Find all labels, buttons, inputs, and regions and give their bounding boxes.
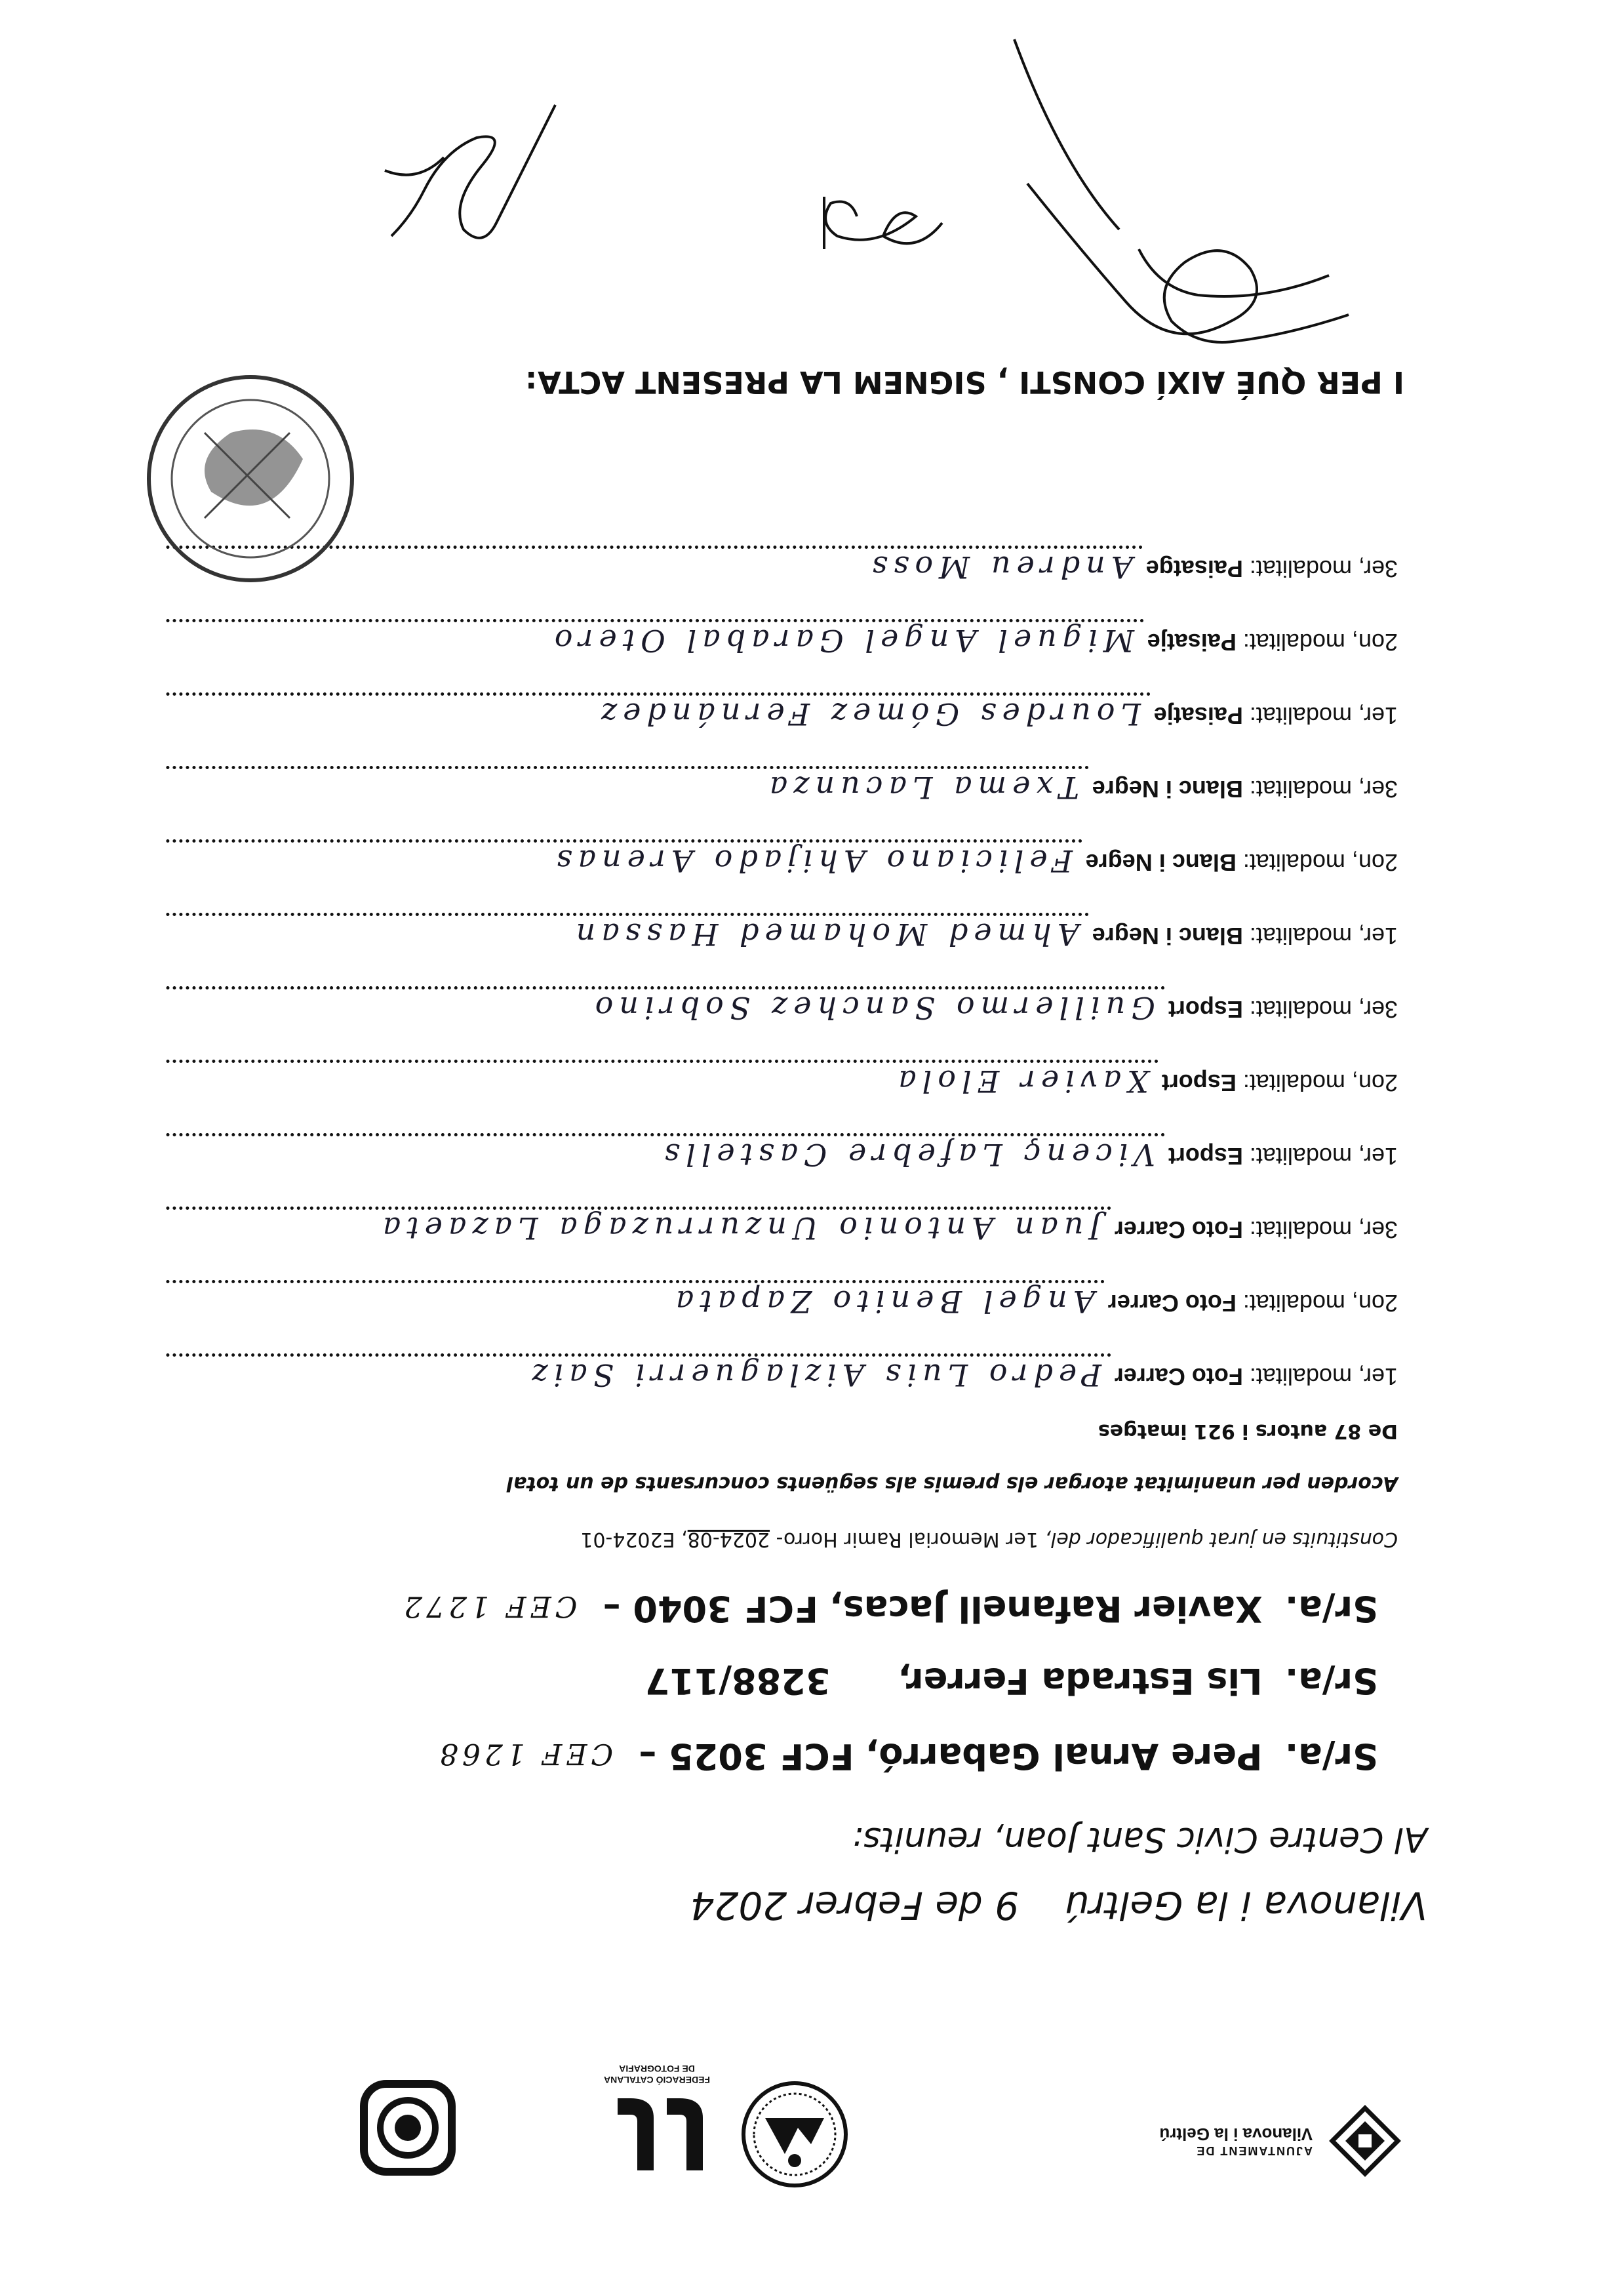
award-row xyxy=(165,1117,1398,1170)
award-place: 3er, modalitat: xyxy=(1249,776,1398,803)
signature-lis-estrada-ferrer xyxy=(798,190,955,262)
award-place: 2on, modalitat: xyxy=(1242,849,1398,876)
ajuntament-line1: AJUNTAMENT DE xyxy=(1195,2144,1313,2157)
award-category: Esport xyxy=(1161,1069,1237,1096)
award-category: Blanc i Negre xyxy=(1092,776,1243,803)
jury-prefix: Sr/a. xyxy=(1284,1588,1378,1629)
award-dotted-line xyxy=(165,1060,1158,1063)
award-category: Foto Carrer xyxy=(1114,1216,1243,1243)
award-dotted-line xyxy=(165,1353,1111,1357)
agreement-line: Acorden per unanimitat atorgar els premis als següents concursants de un total xyxy=(506,1472,1398,1495)
jury-prefix: Sr/a. xyxy=(1284,1660,1378,1702)
jury-name: Xavier Rafanell Jacas, xyxy=(829,1588,1263,1629)
ajuntament-line2: Vilanova i la Geltrú xyxy=(1159,2125,1313,2145)
camera-lens-icon xyxy=(359,2079,457,2177)
date-place: Vilanova i la Geltrú xyxy=(1065,1883,1427,1928)
jury-member-2 xyxy=(631,1660,1378,1702)
shield-icon xyxy=(1329,2092,1401,2177)
award-dotted-line xyxy=(165,619,1143,622)
award-row xyxy=(165,1191,1398,1246)
constitution-ref-b: E2024-01 xyxy=(580,1528,675,1551)
award-category: Blanc i Negre xyxy=(1085,849,1237,876)
award-category: Esport xyxy=(1168,1143,1243,1170)
fcf-logo xyxy=(601,2064,713,2177)
award-place: 1er, modalitat: xyxy=(1249,1363,1398,1390)
award-winner: Angel Benito Zapata xyxy=(669,1284,1095,1319)
award-row xyxy=(165,824,1398,879)
award-place: 3er, modalitat: xyxy=(1249,1216,1398,1243)
award-place: 1er, modalitat: xyxy=(1249,1143,1398,1170)
award-dotted-line xyxy=(165,839,1082,843)
award-row xyxy=(165,970,1398,1026)
award-winner: Andreu Moss xyxy=(866,549,1133,585)
award-dotted-line xyxy=(165,913,1088,916)
constitution-part1: Constituits en jurat qualificador del, xyxy=(1044,1528,1398,1551)
jury-code: FCF 3040 – xyxy=(603,1588,818,1629)
fcf-line1: FEDERACIÓ CATALANA xyxy=(603,2075,711,2085)
award-winner: Juan Antonio Unzurruzaga Lazaeta xyxy=(376,1210,1101,1246)
award-category: Esport xyxy=(1168,996,1243,1023)
date-line xyxy=(690,1883,1427,1928)
award-winner: Lourdes Gómez Fernández xyxy=(595,696,1141,732)
ajuntament-label xyxy=(1103,2124,1313,2157)
award-winner: Guillermo Sanchez Sobrino xyxy=(589,990,1155,1026)
jury-name: Lis Estrada Ferrer, xyxy=(898,1660,1263,1702)
award-place: 3er, modalitat: xyxy=(1249,996,1398,1023)
club-logo xyxy=(359,2075,457,2177)
award-winner: Miguel Angel Garabal Otero xyxy=(548,623,1134,658)
venue-line: Al Centre Civic Sant Joan, reunits: xyxy=(852,1820,1427,1859)
jury-handwritten-code: CEF 1268 xyxy=(435,1737,614,1770)
award-place: 3er, modalitat: xyxy=(1249,555,1398,582)
award-winner: Vicenç Lafebre Castells xyxy=(658,1137,1155,1172)
fcf-line2: DE FOTOGRAFIA xyxy=(619,2064,695,2075)
award-dotted-line xyxy=(165,1133,1164,1136)
logos-row xyxy=(0,1980,1624,2177)
award-row xyxy=(165,1264,1398,1317)
award-place: 2on, modalitat: xyxy=(1242,1069,1398,1096)
award-winner: Txema Lacunza xyxy=(763,770,1079,805)
award-place: 1er, modalitat: xyxy=(1249,923,1398,949)
award-row xyxy=(165,603,1398,656)
jury-handwritten-code: CEF 1272 xyxy=(400,1589,578,1623)
signatures-area xyxy=(0,13,1624,354)
closing-statement: I PER QUÉ AIXÍ CONSTI , SIGNEM LA PRESENT ACTA: xyxy=(525,365,1404,400)
jury-member-3 xyxy=(400,1588,1378,1629)
official-stamp-icon xyxy=(139,367,362,590)
award-category: Paisatge xyxy=(1145,555,1243,582)
signature-pere-arnal-gabarro xyxy=(1001,13,1368,380)
award-row xyxy=(165,677,1398,732)
award-dotted-line xyxy=(165,1280,1104,1283)
award-winner: Pedro Luis Aizlaguerri Saiz xyxy=(526,1357,1101,1393)
constitution-ref-a: 2024-08 xyxy=(687,1528,770,1551)
award-category: Paisatje xyxy=(1153,702,1243,729)
constitution-part3: , xyxy=(681,1528,688,1551)
ajuntament-logo xyxy=(1159,2088,1401,2177)
award-dotted-line xyxy=(165,1207,1111,1210)
award-place: 2on, modalitat: xyxy=(1242,629,1398,656)
fcf-label xyxy=(595,2063,719,2085)
constitution-part2: 1er Memorial Ramir Horro- xyxy=(776,1528,1039,1551)
award-row xyxy=(165,750,1398,803)
award-row xyxy=(165,1338,1398,1393)
date-day: 9 de Febrer 2024 xyxy=(690,1883,1020,1928)
award-dotted-line xyxy=(165,986,1164,989)
award-row xyxy=(165,897,1398,952)
fcf-mark-icon xyxy=(601,2092,713,2177)
signature-xavier-rafanell-jacas xyxy=(365,79,575,262)
jury-prefix: Sr/a. xyxy=(1284,1736,1378,1777)
round-emblem xyxy=(739,2075,850,2190)
award-winner: Ahmed Mohamed Hassan xyxy=(570,917,1079,952)
jury-code: 3288/117 xyxy=(644,1660,831,1702)
award-dotted-line xyxy=(165,692,1150,696)
jury-name: Pere Arnal Gabarró, xyxy=(865,1736,1263,1777)
award-place: 1er, modalitat: xyxy=(1249,702,1398,729)
award-dotted-line xyxy=(165,766,1088,769)
award-category: Blanc i Negre xyxy=(1092,923,1243,949)
award-place: 2on, modalitat: xyxy=(1242,1290,1398,1317)
constitution-line xyxy=(152,1525,1398,1554)
award-winner: Feliciano Ahijado Arenas xyxy=(551,843,1073,879)
award-category: Paisatje xyxy=(1147,629,1237,656)
award-category: Foto Carrer xyxy=(1114,1363,1243,1390)
jury-code: FCF 3025 – xyxy=(639,1736,854,1777)
award-row xyxy=(165,1044,1398,1099)
jury-member-1 xyxy=(436,1736,1378,1777)
award-winner: Xavier Elola xyxy=(892,1064,1149,1099)
emblem-icon xyxy=(739,2079,850,2190)
totals-line: De 87 autors i 921 imatges xyxy=(1098,1420,1398,1443)
award-category: Foto Carrer xyxy=(1107,1290,1237,1317)
